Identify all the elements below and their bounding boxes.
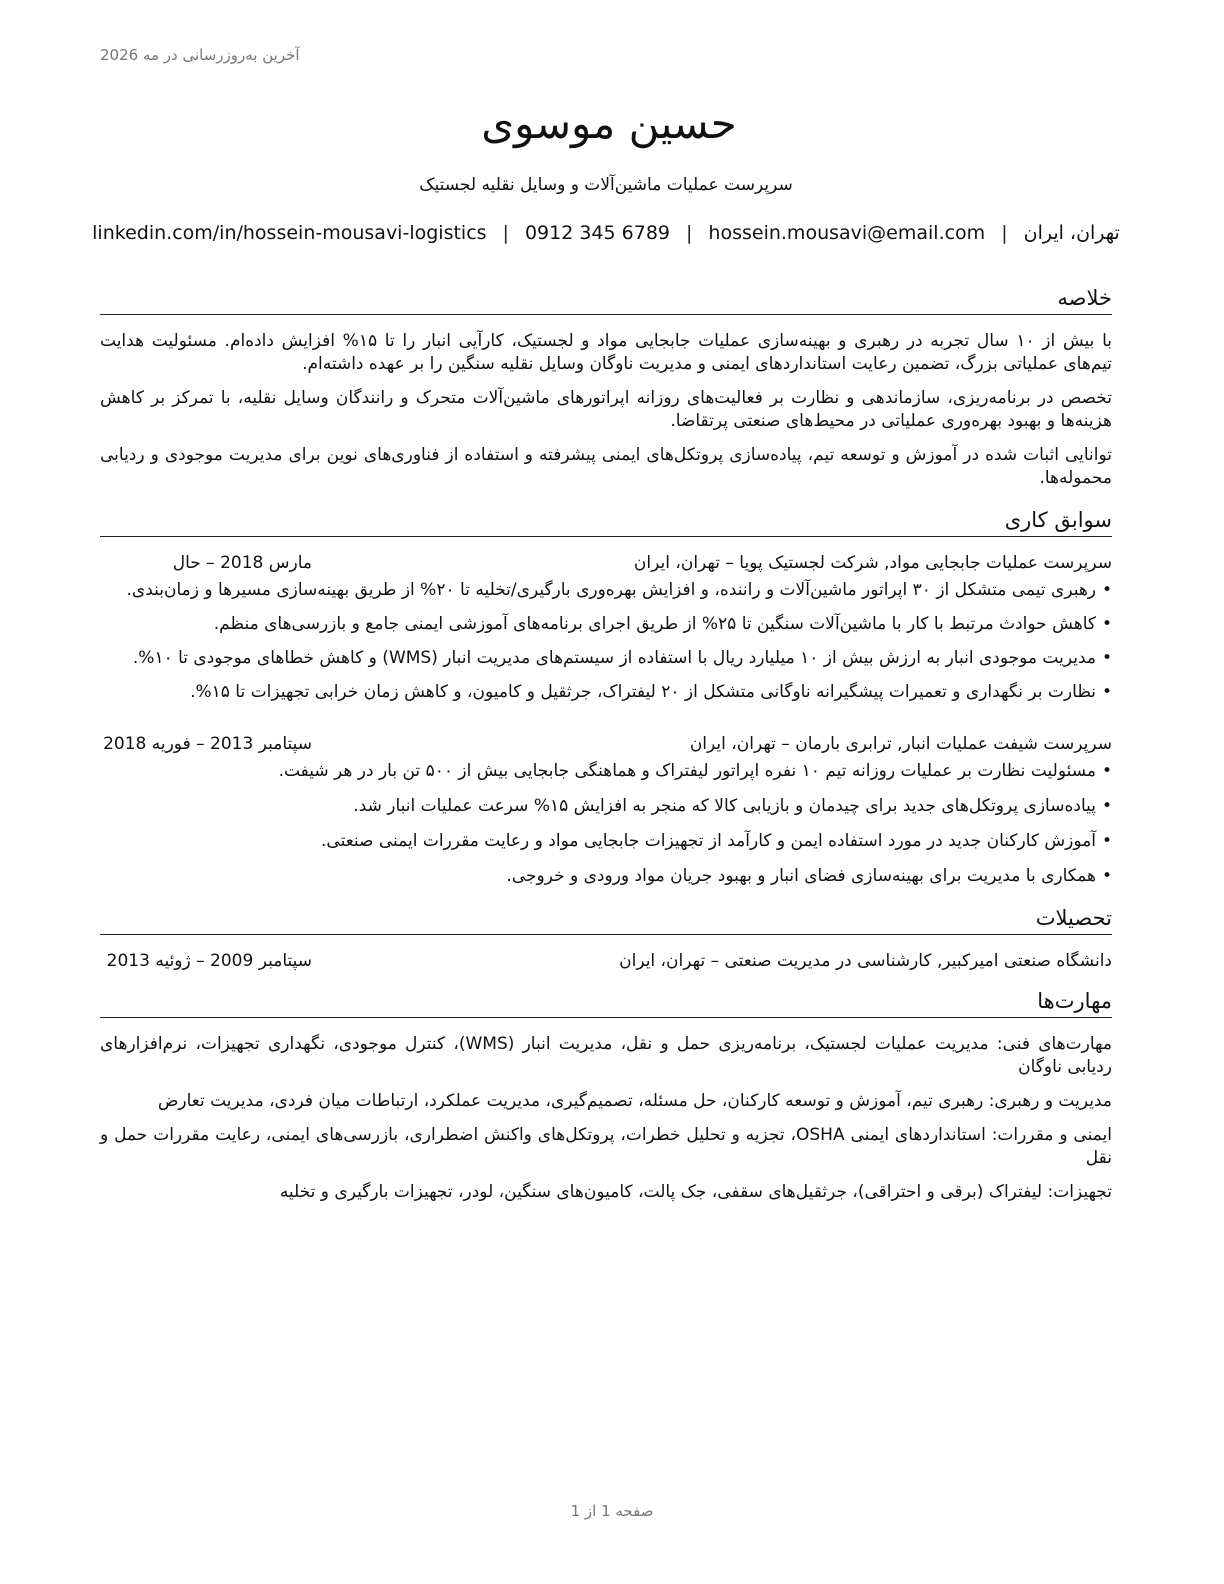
job-entry <box>100 551 1112 704</box>
education-section <box>100 904 1112 973</box>
contact-separator: | <box>502 222 509 244</box>
job-header <box>100 732 1112 756</box>
contact-email[interactable]: hossein.mousavi@email.com <box>708 222 986 244</box>
job-header <box>100 551 1112 575</box>
job-role: سرپرست عملیات جابجایی مواد, شرکت لجستیک پویا – تهران، ایران <box>633 553 1112 573</box>
skill-line: ایمنی و مقررات: استانداردهای ایمنی OSHA، تجزیه و تحلیل خطرات، پروتکل‌های واکنش اضطراری، بازرسی‌های ایمنی، رعایت مقررات حمل و نقل <box>100 1125 1113 1168</box>
education-degree: دانشگاه صنعتی امیرکبیر, کارشناسی در مدیریت صنعتی – تهران، ایران <box>619 951 1112 971</box>
education-entry <box>100 949 1112 973</box>
page-number: صفحه 1 از 1 <box>570 1502 654 1520</box>
contact-location: تهران، ایران <box>1023 222 1120 244</box>
list-item: • رهبری تیمی متشکل از ۳۰ اپراتور ماشین‌آلات و راننده، و افزایش بهره‌وری بارگیری/تخلیه تا ۲۰% از طریق بهینه‌سازی مسیرها و زمان‌بندی. <box>100 579 1112 602</box>
experience-section <box>100 506 1112 888</box>
contact-separator: | <box>1001 222 1008 244</box>
skill-line: مهارت‌های فنی: مدیریت عملیات لجستیک، برنامه‌ریزی حمل و نقل، مدیریت انبار (WMS)، کنترل موجودی، نگهداری تجهیزات، نرم‌افزارهای ردیابی ناوگان <box>100 1034 1112 1077</box>
summary-heading: خلاصه <box>100 284 1112 315</box>
candidate-name: حسین موسوی <box>481 99 737 148</box>
skills-heading: مهارت‌ها <box>100 987 1112 1018</box>
resume-content <box>92 96 1120 1204</box>
list-item: • نظارت بر نگهداری و تعمیرات پیشگیرانه ناوگانی متشکل از ۲۰ لیفتراک، جرثقیل و کامیون، و کاهش زمان خرابی تجهیزات تا ۱۵%. <box>100 681 1112 704</box>
job-dates: مارس 2018 – حال <box>172 553 312 573</box>
contact-linkedin[interactable]: linkedin.com/in/hossein-mousavi-logistics <box>92 222 487 244</box>
job-dates: سپتامبر 2013 – فوریه 2018 <box>103 734 312 754</box>
summary-paragraph: توانایی اثبات شده در آموزش و توسعه تیم، پیاده‌سازی پروتکل‌های ایمنی پیشرفته و استفاده از فناوری‌های نوین برای مدیریت موجودی و ردیابی محموله‌ها. <box>100 445 1112 488</box>
summary-section <box>100 284 1112 490</box>
education-dates: سپتامبر 2009 – ژوئیه 2013 <box>106 951 312 971</box>
summary-paragraph: با بیش از ۱۰ سال تجربه در رهبری و بهینه‌سازی عملیات جابجایی مواد و لجستیک، کارآیی انبار را تا ۱۵% افزایش داده‌ام. مسئولیت هدایت تیم‌های عملیاتی بزرگ، تضمین رعایت استانداردهای ایمنی و مدیریت ناوگان وسایل نقلیه سنگین را بر عهده داشته‌ام. <box>100 331 1112 374</box>
list-item: • همکاری با مدیریت برای بهینه‌سازی فضای انبار و بهبود جریان مواد ورودی و خروجی. <box>100 865 1112 888</box>
contact-phone[interactable]: 0912 345 6789 <box>524 222 671 244</box>
job-entry <box>100 732 1112 888</box>
list-item: • پیاده‌سازی پروتکل‌های جدید برای چیدمان و بازیابی کالا که منجر به افزایش ۱۵% سرعت عملیات انبار شد. <box>100 795 1112 818</box>
job-bullets <box>100 760 1112 888</box>
contact-separator: | <box>686 222 693 244</box>
summary-paragraph: تخصص در برنامه‌ریزی، سازماندهی و نظارت بر فعالیت‌های روزانه اپراتورهای ماشین‌آلات متحرک و رانندگان وسایل نقلیه، با تمرکز بر کاهش هزینه‌ها و بهبود بهره‌وری عملیاتی در محیط‌های صنعتی پرتقاضا. <box>100 388 1112 431</box>
experience-heading: سوابق کاری <box>100 506 1112 537</box>
candidate-title: سرپرست عملیات ماشین‌آلات و وسایل نقلیه لجستیک <box>419 175 793 195</box>
list-item: • مدیریت موجودی انبار به ارزش بیش از ۱۰ میلیارد ریال با استفاده از سیستم‌های مدیریت انبار (WMS) و کاهش خطاهای موجودی تا ۱۰%. <box>100 647 1112 670</box>
skill-line: تجهیزات: لیفتراک (برقی و احتراقی)، جرثقیل‌های سقفی، جک پالت، کامیون‌های سنگین، لودر، تجهیزات بارگیری و تخلیه <box>279 1182 1112 1202</box>
job-bullets <box>100 579 1112 704</box>
list-item: • آموزش کارکنان جدید در مورد استفاده ایمن و کارآمد از تجهیزات جابجایی مواد و رعایت مقررات ایمنی صنعتی. <box>100 830 1112 853</box>
job-role: سرپرست شیفت عملیات انبار, ترابری بارمان – تهران، ایران <box>689 734 1112 754</box>
education-heading: تحصیلات <box>100 904 1112 935</box>
list-item: • کاهش حوادث مرتبط با کار با ماشین‌آلات سنگین تا ۲۵% از طریق اجرای برنامه‌های آموزشی ایمنی جامع و بازرسی‌های منظم. <box>100 613 1112 636</box>
contact-line <box>92 220 1120 246</box>
list-item: • مسئولیت نظارت بر عملیات روزانه تیم ۱۰ نفره اپراتور لیفتراک و هماهنگی جابجایی بیش از ۵۰۰ تن بار در هر شیفت. <box>100 760 1112 783</box>
skills-section <box>100 987 1112 1204</box>
skill-line: مدیریت و رهبری: رهبری تیم، آموزش و توسعه کارکنان، حل مسئله، تصمیم‌گیری، مدیریت عملکرد، ارتباطات میان فردی، مدیریت تعارض <box>157 1091 1112 1111</box>
last-updated-note: آخرین به‌روزرسانی در مه 2026 <box>100 46 300 64</box>
